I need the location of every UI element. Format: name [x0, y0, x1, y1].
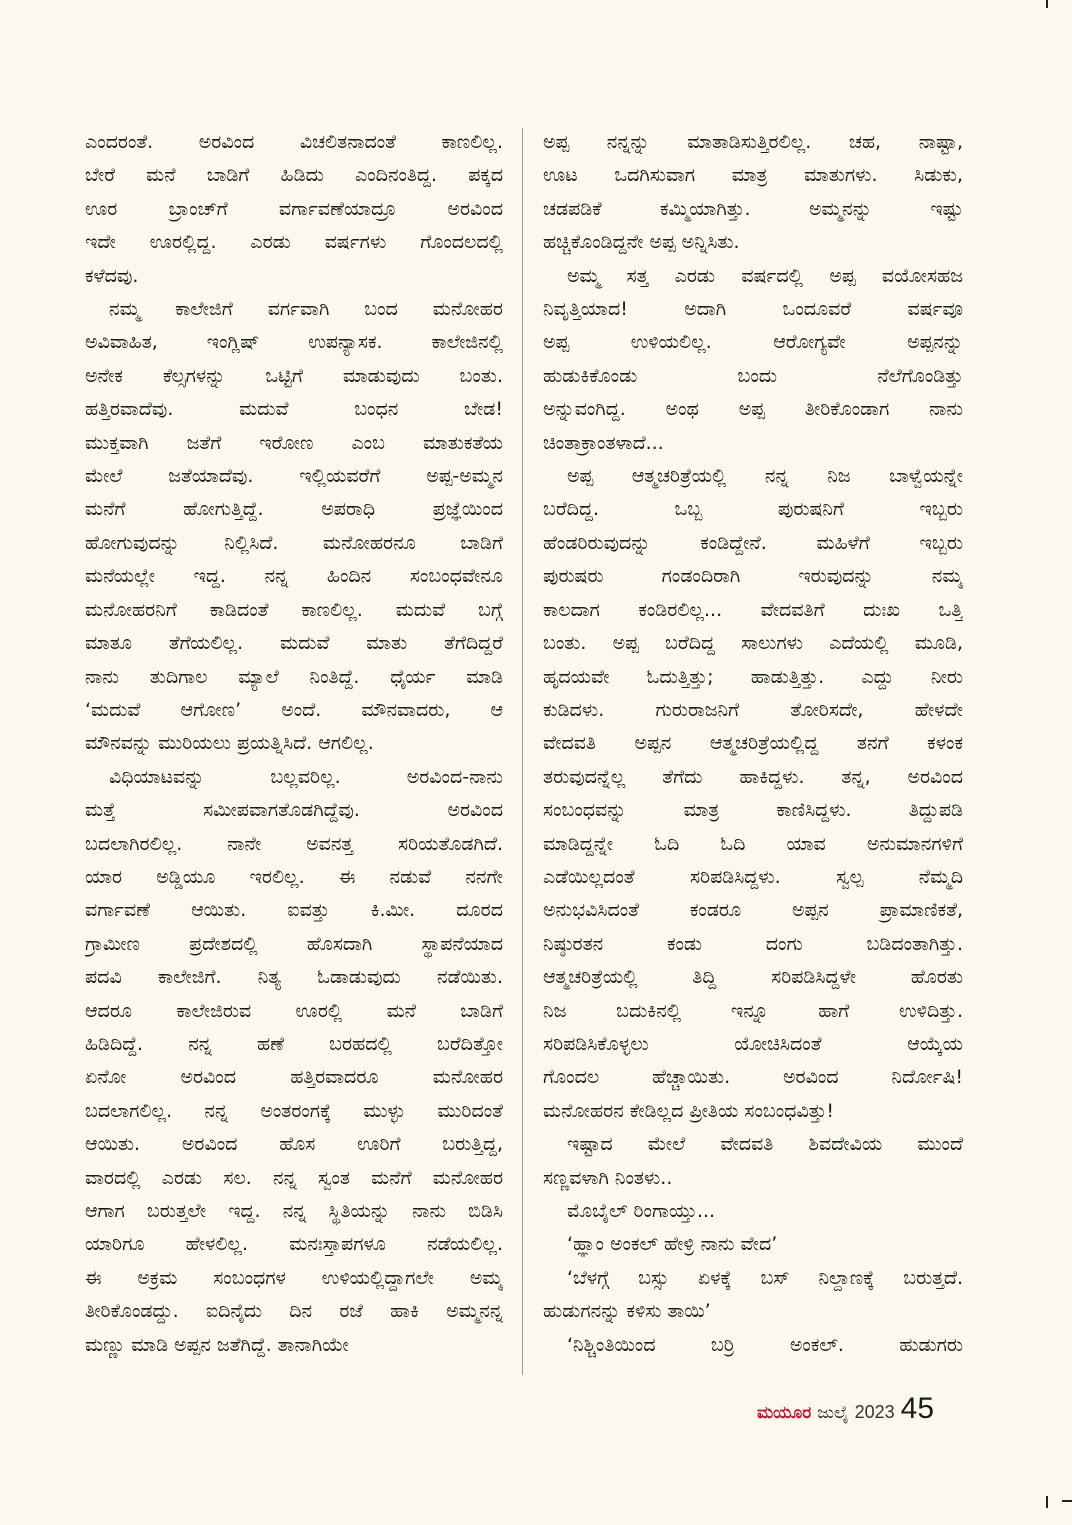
text-line: ವಾರದಲ್ಲಿ ಎರಡು ಸಲ. ನನ್ನ ಸ್ವಂತ ಮನೆಗೆ ಮನೋಹರ	[85, 1166, 503, 1189]
text-line: ಮಾಡಿದ್ದನ್ನೇ ಓದಿ ಓದಿ ಯಾವ ಅನುಮಾನಗಳಿಗೆ	[543, 832, 963, 855]
crop-mark-bottom-right	[1046, 1496, 1048, 1508]
text-line: ಸಣ್ಣವಳಾಗಿ ನಿಂತಳು..	[543, 1166, 673, 1189]
text-line: ನಾನು ತುದಿಗಾಲ ಮ್ಯಾಲೆ ನಿಂತಿದ್ದೆ. ಧೈರ್ಯ ಮಾಡಿ	[85, 665, 503, 688]
text-line: ಸರಿಪಡಿಸಿಕೊಳ್ಳಲು ಯೋಚಿಸಿದಂತೆ ಆಯ್ಕೆಯ	[543, 1032, 963, 1055]
text-line: ಹತ್ತಿರವಾದೆವು. ಮದುವೆ ಬಂಧನ ಬೇಡ!	[85, 398, 503, 421]
issue-year: 2023	[854, 1402, 895, 1422]
right-text-column	[543, 126, 963, 1362]
text-line: ತರುವುದನ್ನೆಲ್ಲ ತೆಗೆದು ಹಾಕಿದ್ದಳು. ತನ್ನ, ಅರವಿಂದ	[543, 765, 963, 788]
text-line: ತೀರಿಕೊಂಡದ್ದು. ಐದಿನೈದು ದಿನ ರಜೆ ಹಾಕಿ ಅಮ್ಮನನ್ನ	[85, 1300, 503, 1323]
crop-mark-right-edge	[1062, 1500, 1072, 1502]
text-line: ಹಚ್ಚಿಕೊಂಡಿದ್ದನೇ ಅಪ್ಪ ಅನ್ನಿಸಿತು.	[543, 231, 740, 254]
text-line: ಚಿಂತಾಕ್ರಾಂತಳಾದೆ...	[543, 431, 664, 454]
text-line: ಹುಡುಕಿಕೊಂಡು ಬಂದು ನೆಲೆಗೊಂಡಿತ್ತು	[543, 364, 963, 387]
text-line: ಯಾರಿಗೂ ಹೇಳಲಿಲ್ಲ. ಮನಃಸ್ತಾಪಗಳೂ ನಡೆಯಲಿಲ್ಲ.	[85, 1233, 503, 1256]
text-line: ಆಯಿತು. ಅರವಿಂದ ಹೊಸ ಊರಿಗೆ ಬರುತ್ತಿದ್ದ,	[85, 1133, 503, 1156]
text-line: ನಮ್ಮ ಕಾಲೇಜಿಗೆ ವರ್ಗವಾಗಿ ಬಂದ ಮನೋಹರ	[109, 298, 503, 321]
text-line: ನಿವೃತ್ತಿಯಾದ! ಅದಾಗಿ ಒಂದೂವರೆ ವರ್ಷವೂ	[543, 298, 963, 321]
crop-mark-top-right	[1046, 0, 1048, 8]
text-line: ನಿಜ ಬದುಕಿನಲ್ಲಿ ಇನ್ನೂ ಹಾಗೆ ಉಳಿದಿತ್ತು.	[543, 999, 963, 1022]
text-line: ಅನುಭವಿಸಿದಂತೆ ಕಂಡರೂ ಅಪ್ಪನ ಪ್ರಾಮಾಣಿಕತೆ,	[543, 899, 963, 922]
text-line: ಊಟ ಒದಗಿಸುವಾಗ ಮಾತ್ರ ಮಾತುಗಳು. ಸಿಡುಕು,	[543, 164, 963, 187]
text-line: ನಿಷ್ಠುರತನ ಕಂಡು ದಂಗು ಬಡಿದಂತಾಗಿತ್ತು.	[543, 932, 963, 955]
text-line: ಆದರೂ ಕಾಲೇಜಿರುವ ಊರಲ್ಲಿ ಮನೆ ಬಾಡಿಗೆ	[85, 999, 503, 1022]
text-line: ‘ಬೆಳಗ್ಗೆ ಬಸ್ಸು ಏಳಕ್ಕೆ ಬಸ್ ನಿಲ್ದಾಣಕ್ಕೆ ಬರುತ್ತದೆ.	[567, 1266, 963, 1289]
text-line: ವಿಧಿಯಾಟವನ್ನು ಬಲ್ಲವರಿಲ್ಲ. ಅರವಿಂದ-ನಾನು	[109, 765, 503, 788]
text-line: ಬದಲಾಗಲಿಲ್ಲ. ನನ್ನ ಅಂತರಂಗಕ್ಕೆ ಮುಳ್ಳು ಮುರಿದಂತೆ	[85, 1099, 503, 1122]
text-line: ಗ್ರಾಮೀಣ ಪ್ರದೇಶದಲ್ಲಿ ಹೊಸದಾಗಿ ಸ್ಥಾಪನೆಯಾದ	[85, 932, 503, 955]
column-divider	[522, 128, 523, 1375]
text-line: ಇಷ್ಟಾದ ಮೇಲೆ ವೇದವತಿ ಶಿವದೇವಿಯ ಮುಂದೆ	[567, 1133, 963, 1156]
text-line: ಹಿಡಿದಿದ್ದೆ. ನನ್ನ ಹಣೆ ಬರಹದಲ್ಲಿ ಬರೆದಿತ್ತೋ	[85, 1032, 503, 1055]
text-line: ಮನೆಯಲ್ಲೇ ಇದ್ದ. ನನ್ನ ಹಿಂದಿನ ಸಂಬಂಧವೇನೂ	[85, 565, 503, 588]
text-line: ಅಪ್ಪ ಉಳಿಯಲಿಲ್ಲ. ಆರೋಗ್ಯವೇ ಅಪ್ಪನನ್ನು	[543, 331, 963, 354]
left-text-column	[85, 126, 503, 1362]
text-line: ಅಪ್ಪ ನನ್ನನ್ನು ಮಾತಾಡಿಸುತ್ತಿರಲಿಲ್ಲ. ಚಹ, ನಾಷ್ಟಾ,	[543, 131, 963, 153]
issue-month: ಜುಲೈ	[817, 1403, 849, 1423]
text-line: ಎಂದರಂತೆ. ಅರವಿಂದ ವಿಚಲಿತನಾದಂತೆ ಕಾಣಲಿಲ್ಲ.	[85, 131, 503, 153]
text-line: ಪದವಿ ಕಾಲೇಜಿಗೆ. ನಿತ್ಯ ಓಡಾಡುವುದು ನಡೆಯಿತು.	[85, 966, 503, 989]
text-line: ಮನೋಹರನಿಗೆ ಕಾಡಿದಂತೆ ಕಾಣಲಿಲ್ಲ. ಮದುವೆ ಬಗ್ಗೆ	[85, 598, 503, 621]
text-line: ‘ಮದುವೆ ಆಗೋಣ’ ಅಂದೆ. ಮೌನವಾದರು, ಆ	[85, 698, 503, 721]
text-line: ಚಡಪಡಿಕೆ ಕಮ್ಮಿಯಾಗಿತ್ತು. ಅಮ್ಮನನ್ನು ಇಷ್ಟು	[543, 197, 963, 220]
text-line: ಅಮ್ಮ ಸತ್ತ ಎರಡು ವರ್ಷದಲ್ಲಿ ಅಪ್ಪ ವಯೋಸಹಜ	[567, 264, 963, 287]
text-line: ಮನೆಗೆ ಹೋಗುತ್ತಿದ್ದೆ. ಅಪರಾಧಿ ಪ್ರಜ್ಞೆಯಿಂದ	[85, 498, 503, 521]
text-line: ಹೋಗುವುದನ್ನು ನಿಲ್ಲಿಸಿದೆ. ಮನೋಹರನೂ ಬಾಡಿಗೆ	[85, 531, 503, 554]
magazine-brand: ಮಯೂರ	[757, 1403, 812, 1423]
text-line: ಕಾಲದಾಗ ಕಂಡಿರಲಿಲ್ಲ... ವೇದವತಿಗೆ ದುಃಖ ಒತ್ತಿ	[543, 598, 963, 621]
text-line: ಬಂತು. ಅಪ್ಪ ಬರೆದಿದ್ದ ಸಾಲುಗಳು ಎದೆಯಲ್ಲಿ ಮೂಡಿ,	[543, 632, 963, 655]
page-footer	[757, 1392, 934, 1428]
text-line: ಮೌನವನ್ನು ಮುರಿಯಲು ಪ್ರಯತ್ನಿಸಿದೆ. ಆಗಲಿಲ್ಲ.	[85, 732, 374, 755]
text-line: ಮೇಲೆ ಜತೆಯಾದೆವು. ಇಲ್ಲಿಯವರೆಗೆ ಅಪ್ಪ-ಅಮ್ಮನ	[85, 465, 503, 488]
text-line: ಆತ್ಮಚರಿತ್ರೆಯಲ್ಲಿ ತಿದ್ದಿ ಸರಿಪಡಿಸಿದ್ದಳೇ ಹೊರತು	[543, 966, 963, 989]
text-line: ಬರೆದಿದ್ದ. ಒಬ್ಬ ಪುರುಷನಿಗೆ ಇಬ್ಬರು	[543, 498, 963, 521]
text-line: ಮನೋಹರನ ಕೇಡಿಲ್ಲದ ಪ್ರೀತಿಯ ಸಂಬಂಧವಿತ್ತು!	[543, 1099, 835, 1122]
text-line: ಅನ್ನುವಂಗಿದ್ದ. ಅಂಥ ಅಪ್ಪ ತೀರಿಕೊಂಡಾಗ ನಾನು	[543, 398, 963, 421]
text-line: ಹೆಂಡರಿರುವುದನ್ನು ಕಂಡಿದ್ದೇನೆ. ಮಹಿಳೆಗೆ ಇಬ್ಬರು	[543, 531, 963, 554]
text-line: ಗೊಂದಲ ಹೆಚ್ಚಾಯಿತು. ಅರವಿಂದ ನಿರ್ದೋಷಿ!	[543, 1066, 963, 1089]
text-line: ಇದೇ ಊರಲ್ಲಿದ್ದ. ಎರಡು ವರ್ಷಗಳು ಗೊಂದಲದಲ್ಲಿ	[85, 231, 503, 254]
text-line: ಏನೋ ಅರವಿಂದ ಹತ್ತಿರವಾದರೂ ಮನೋಹರ	[85, 1066, 503, 1089]
text-line: ಮಾತೂ ತೆಗೆಯಲಿಲ್ಲ. ಮದುವೆ ಮಾತು ತೆಗೆದಿದ್ದರೆ	[85, 632, 503, 655]
text-line: ಈ ಅಕ್ರಮ ಸಂಬಂಧಗಳ ಉಳಿಯಲ್ಲಿದ್ದಾಗಲೇ ಅಮ್ಮ	[85, 1266, 503, 1289]
text-line: ಮೊಬೈಲ್ ರಿಂಗಾಯ್ತು...	[567, 1200, 716, 1222]
text-line: ಹುಡುಗನನ್ನು ಕಳಿಸು ತಾಯಿ’	[543, 1300, 711, 1323]
text-line: ಅಪ್ಪ ಆತ್ಮಚರಿತ್ರೆಯಲ್ಲಿ ನನ್ನ ನಿಜ ಬಾಳ್ವೆಯನ್ನೇ	[567, 465, 963, 488]
text-line: ಯಾರ ಅಡ್ಡಿಯೂ ಇರಲಿಲ್ಲ. ಈ ನಡುವೆ ನನಗೇ	[85, 865, 503, 888]
text-line: ಕಳೆದವು.	[85, 264, 139, 287]
text-line: ಅನೇಕ ಕೆಲ್ಸಗಳನ್ನು ಒಟ್ಟಿಗೆ ಮಾಡುವುದು ಬಂತು.	[85, 364, 503, 387]
text-line: ಆಗಾಗ ಬರುತ್ತಲೇ ಇದ್ದ. ನನ್ನ ಸ್ಥಿತಿಯನ್ನು ನಾನು ಬಿಡಿಸಿ	[85, 1200, 503, 1222]
text-line: ಮುಕ್ತವಾಗಿ ಜತೆಗೆ ಇರೋಣ ಎಂಬ ಮಾತುಕತೆಯ	[85, 431, 503, 454]
text-line: ಅವಿವಾಹಿತ, ಇಂಗ್ಲಿಷ್ ಉಪನ್ಯಾಸಕ. ಕಾಲೇಜಿನಲ್ಲಿ	[85, 331, 503, 354]
text-line: ಮತ್ತೆ ಸಮೀಪವಾಗತೊಡಗಿದ್ದೆವು. ಅರವಿಂದ	[85, 799, 503, 822]
text-line: ವೇದವತಿ ಅಪ್ಪನ ಆತ್ಮಚರಿತ್ರೆಯಲ್ಲಿದ್ದ ತನಗೆ ಕಳಂಕ	[543, 732, 963, 755]
text-line: ‘ಹ್ಞಾಂ ಅಂಕಲ್ ಹೇಳ್ರಿ ನಾನು ವೇದ’	[567, 1233, 778, 1256]
text-line: ಸಂಬಂಧವನ್ನು ಮಾತ್ರ ಕಾಣಿಸಿದ್ದಳು. ತಿದ್ದುಪಡಿ	[543, 799, 963, 822]
text-line: ಊರ ಬ್ರಾಂಚ್‌ಗೆ ವರ್ಗಾವಣೆಯಾದ್ರೂ ಅರವಿಂದ	[85, 197, 503, 220]
text-line: ಪುರುಷರು ಗಂಡಂದಿರಾಗಿ ಇರುವುದನ್ನು ನಮ್ಮ	[543, 565, 963, 588]
text-line: ಬೇರೆ ಮನೆ ಬಾಡಿಗೆ ಹಿಡಿದು ಎಂದಿನಂತಿದ್ದ. ಪಕ್ಕದ	[85, 164, 503, 187]
text-line: ಹೃದಯವೇ ಓದುತ್ತಿತ್ತು; ಹಾಡುತ್ತಿತ್ತು. ಎದ್ದು ನೀರು	[543, 665, 963, 688]
text-line: ವರ್ಗಾವಣೆ ಆಯಿತು. ಐವತ್ತು ಕಿ.ಮೀ. ದೂರದ	[85, 899, 503, 922]
text-line: ‘ನಿಶ್ಚಿಂತಿಯಿಂದ ಬರ್ರಿ ಅಂಕಲ್. ಹುಡುಗರು	[567, 1333, 963, 1356]
text-line: ಮಣ್ಣು ಮಾಡಿ ಅಪ್ಪನ ಜತೆಗಿದ್ದೆ. ತಾನಾಗಿಯೇ	[85, 1333, 349, 1356]
text-line: ಕುಡಿದಳು. ಗುರುರಾಜನಿಗೆ ತೋರಿಸದೇ, ಹೇಳದೇ	[543, 698, 963, 721]
text-line: ಬದಲಾಗಿರಲಿಲ್ಲ. ನಾನೇ ಅವನತ್ತ ಸರಿಯತೊಡಗಿದೆ.	[85, 832, 503, 855]
page-number: 45	[900, 1392, 935, 1425]
text-line: ಎಡೆಯಿಲ್ಲದಂತೆ ಸರಿಪಡಿಸಿದ್ದಳು. ಸ್ವಲ್ಪ ನೆಮ್ಮದಿ	[543, 865, 963, 888]
